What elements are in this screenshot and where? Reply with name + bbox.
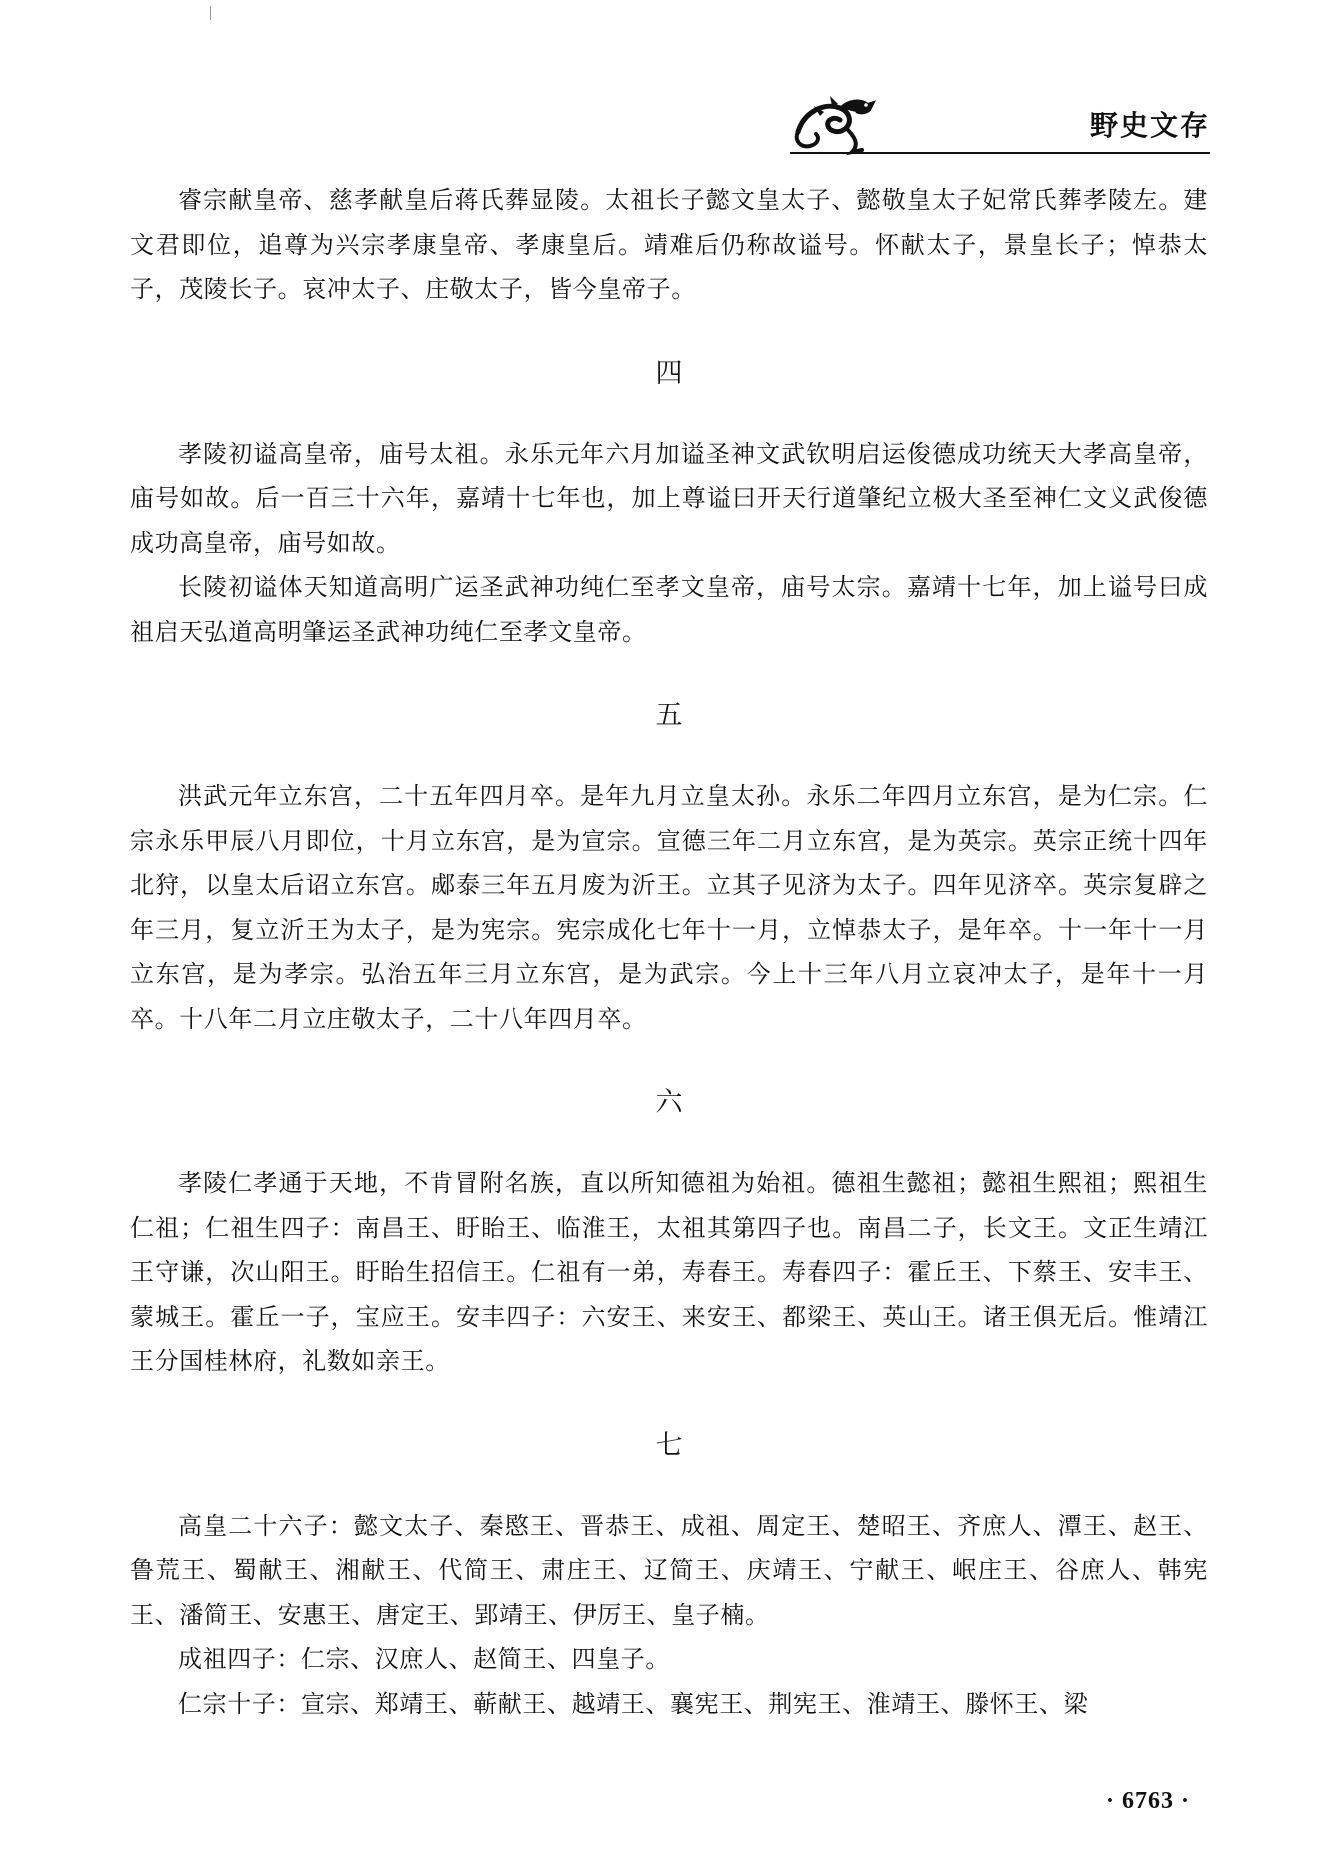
running-header — [790, 92, 1210, 162]
dragon-icon — [790, 92, 880, 158]
paragraph: 睿宗献皇帝、慈孝献皇后蒋氏葬显陵。太祖长子懿文皇太子、懿敬皇太子妃常氏葬孝陵左。建文君即位，追尊为兴宗孝康皇帝、孝康皇后。靖难后仍称故谥号。怀献太子，景皇长子；悼恭太子，茂陵长子。哀冲太子、庄敬太子，皆今皇帝子。 — [130, 186, 1208, 303]
section-heading: 六 — [655, 1087, 683, 1118]
paragraph: 高皇二十六子：懿文太子、秦愍王、晋恭王、成祖、周定王、楚昭王、齐庶人、潭王、赵王、鲁荒王、蜀献王、湘献王、代简王、肃庄王、辽简王、庆靖王、宁献王、岷庄王、谷庶人、韩宪王、潘简王、安惠王、唐定王、郢靖王、伊厉王、皇子楠。 — [130, 1511, 1208, 1629]
header-rule — [790, 152, 1210, 154]
paragraph: 孝陵初谥高皇帝，庙号太祖。永乐元年六月加谥圣神文武钦明启运俊德成功统天大孝高皇帝，庙号如故。后一百三十六年，嘉靖十七年也，加上尊谥曰开天行道肇纪立极大圣至神仁文义武俊德成功高皇帝，庙号如故。 — [130, 439, 1208, 557]
paragraph: 仁宗十子：宣宗、郑靖王、蕲献王、越靖王、襄宪王、荆宪王、淮靖王、滕怀王、梁 — [178, 1689, 1089, 1718]
page-number: · 6763 · — [1105, 1788, 1190, 1814]
paragraph: 洪武元年立东宫，二十五年四月卒。是年九月立皇太孙。永乐二年四月立东宫，是为仁宗。仁宗永乐甲辰八月即位，十月立东宫，是为宣宗。宣德三年二月立东宫，是为英宗。英宗正统十四年北狩，以皇太后诏立东宫。郕泰三年五月废为沂王。立其子见济为太子。四年见济卒。英宗复辟之年三月，复立沂王为太子，是为宪宗。宪宗成化七年十一月，立悼恭太子，是年卒。十一年十一月立东宫，是为孝宗。弘治五年三月立东宫，是为武宗。今上十三年八月立哀冲太子，是年十一月卒。十八年二月立庄敬太子，二十八年四月卒。 — [130, 782, 1208, 1033]
section-heading: 四 — [655, 357, 683, 389]
scan-mark — [210, 6, 211, 20]
section-heading: 七 — [655, 1429, 683, 1461]
section-heading: 五 — [655, 700, 683, 731]
paragraph: 成祖四子：仁宗、汉庶人、赵简王、四皇子。 — [178, 1645, 670, 1673]
paragraph: 孝陵仁孝通于天地，不肯冒附名族，直以所知德祖为始祖。德祖生懿祖；懿祖生熙祖；熙祖生仁祖；仁祖生四子：南昌王、盱眙王、临淮王，太祖其第四子也。南昌二子，长文王。文正生靖江王守谦，次山阳王。盱眙生招信王。仁祖有一弟，寿春王。寿春四子：霍丘王、下蔡王、安丰王、蒙城王。霍丘一子，宝应王。安丰四子：六安王、来安王、都梁王、英山王。诸王俱无后。惟靖江王分国桂林府，礼数如亲王。 — [130, 1169, 1208, 1375]
paragraph: 长陵初谥体天知道高明广运圣武神功纯仁至孝文皇帝，庙号太宗。嘉靖十七年，加上谥号曰成祖启天弘道高明肇运圣武神功纯仁至孝文皇帝。 — [130, 573, 1208, 646]
header-title: 野史文存 — [1089, 109, 1210, 142]
body-text — [130, 178, 1208, 1726]
